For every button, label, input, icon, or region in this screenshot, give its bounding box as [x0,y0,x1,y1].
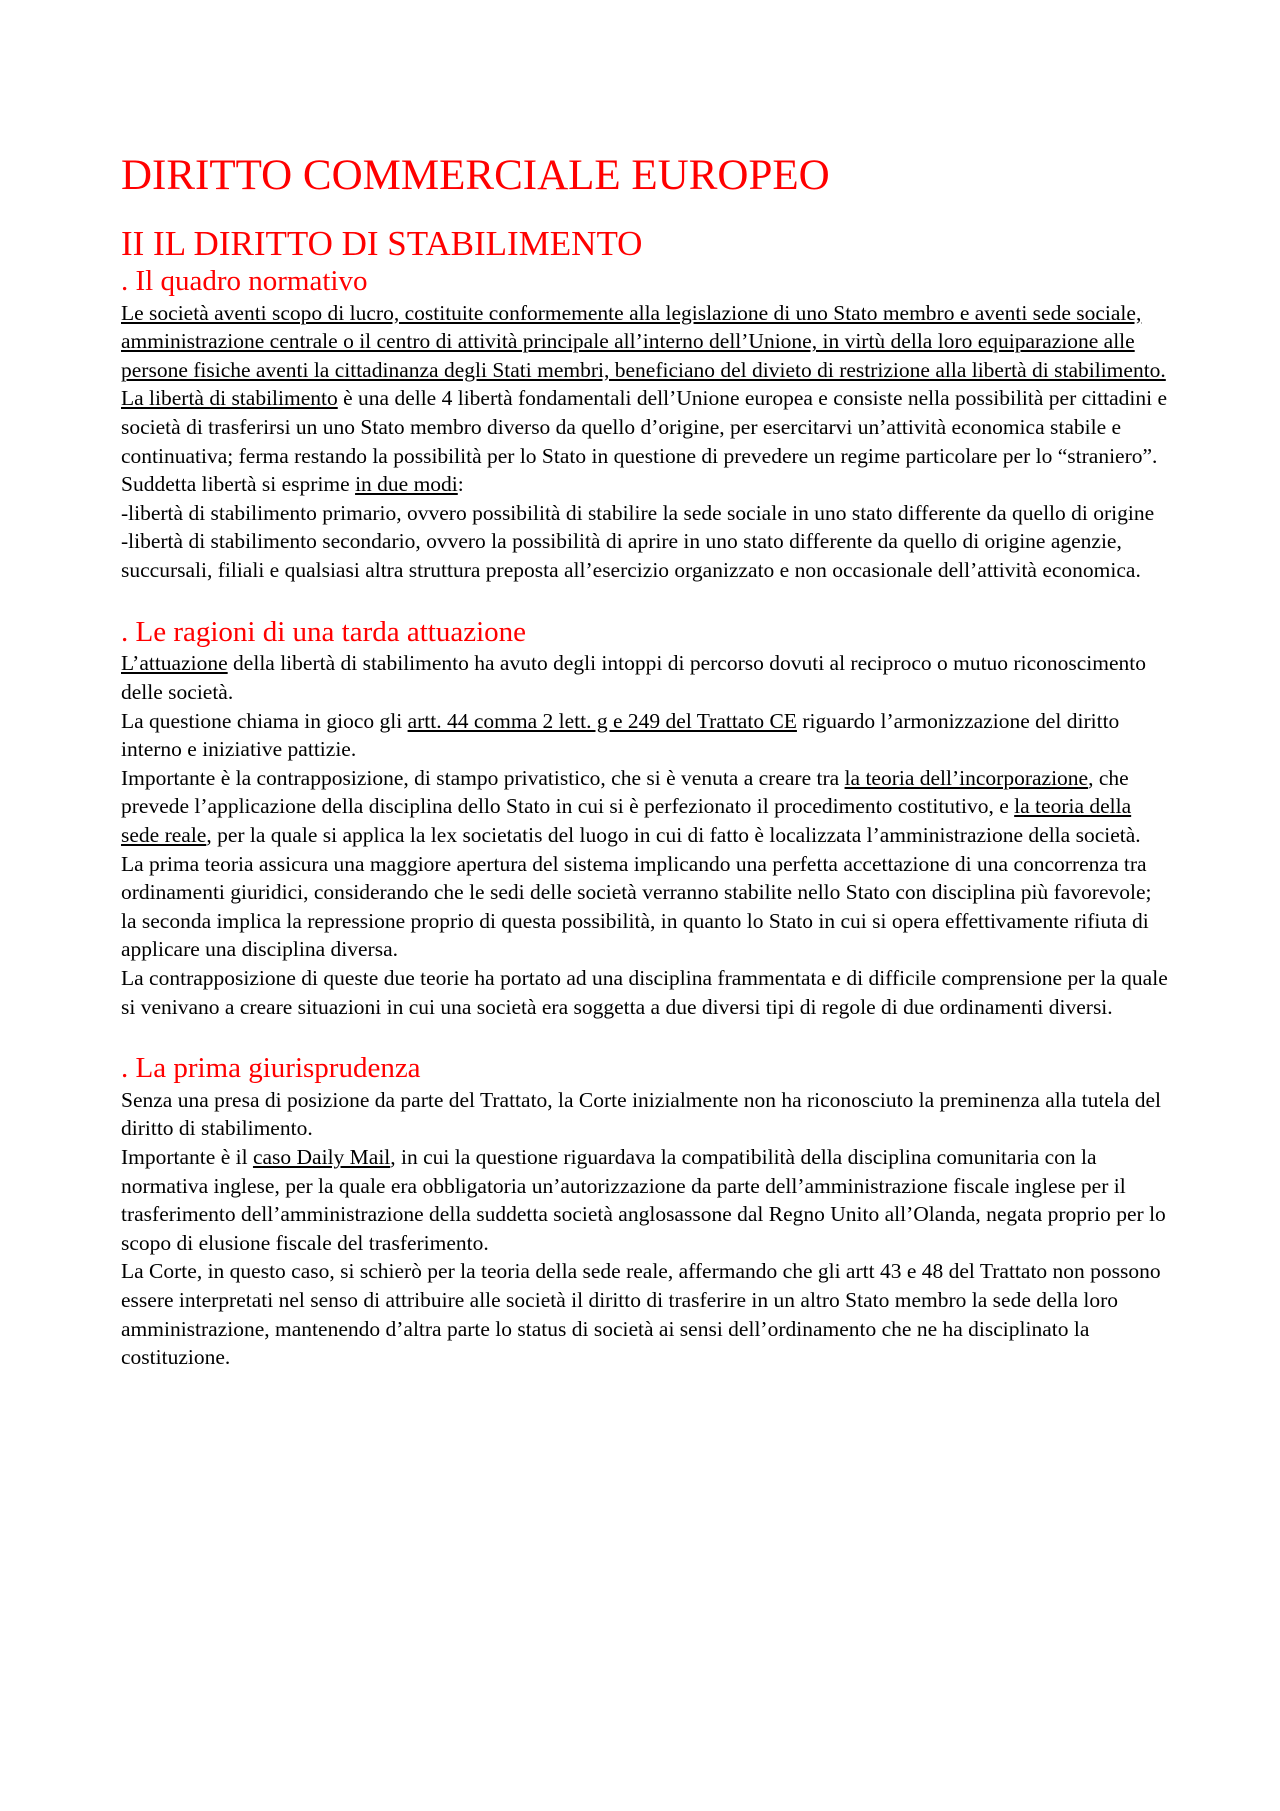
chapter-title: II IL DIRITTO DI STABILIMENTO [121,223,643,263]
paragraph [121,470,1171,499]
document-page [121,150,1171,1372]
paragraph-text: della libertà di stabilimento ha avuto degli intoppi di percorso dovuti al reciproco o mutuo riconoscimento delle società. [121,651,1146,704]
paragraph [121,649,1171,706]
paragraph [121,299,1171,385]
paragraph-text: Importante è la contrapposizione, di stampo privatistico, che si è venuta a creare tra [121,765,845,790]
underlined-text: in due modi [355,472,458,497]
underlined-text: caso Daily Mail [252,1145,391,1170]
paragraph-text: La questione chiama in gioco gli [121,708,408,733]
section-title-tarda-attuazione: . Le ragioni di una tarda attuazione [121,615,527,648]
underlined-text: Le società aventi scopo di lucro, costituite conformemente alla legislazione di uno Stato membro e aventi sede sociale, amministrazione centrale o il centro di attività principale all’interno dell’Unione, in virtù della loro equiparazione alle persone fisiche aventi la cittadinanza degli Stati membri, beneficiano del divieto di restrizione alla libertà di stabilimento. [121,300,1166,382]
paragraph-text: Importante è il [121,1145,253,1170]
document-title: DIRITTO COMMERCIALE EUROPEO [121,152,830,199]
paragraph: Senza una presa di posizione da parte del Trattato, la Corte inizialmente non ha riconosciuto la preminenza alla tutela del diritto di stabilimento. [121,1087,1162,1141]
underlined-text: la teoria dell’incorporazione [844,765,1089,790]
underlined-text: L’attuazione [121,651,228,676]
paragraph-text: Suddetta libertà si esprime [121,472,356,497]
paragraph: La Corte, in questo caso, si schierò per la teoria della sede reale, affermando che gli artt 43 e 48 del Trattato non possono essere interpretati nel senso di attribuire alle società il diritto di trasferire in un altro Stato membro la sede della loro amministrazione, mantenendo d’altra parte lo status di società ai sensi dell’ordinamento che ne ha disciplinato la costituzione. [121,1259,1161,1370]
paragraph [121,764,1171,850]
paragraph-text: , che prevede l’applicazione della disciplina dello Stato in cui si è perfezionato il procedimento costitutivo, e [121,765,1129,819]
paragraph-text: , in cui la questione riguardava la compatibilità della disciplina comunitaria con la normativa inglese, per la quale era obbligatoria un’autorizzazione da parte dell’amministrazione fiscale inglese per il trasferimento dell’amministrazione della suddetta società anglosassone dal Regno Unito all’Olanda, negata proprio per lo scopo di elusione fiscale del trasferimento. [121,1145,1166,1255]
section-title-prima-giurisprudenza: . La prima giurisprudenza [121,1052,421,1085]
paragraph-text: è una delle 4 libertà fondamentali dell’Unione europea e consiste nella possibilità per cittadini e società di trasferirsi un uno Stato membro diverso da quello d’origine, per esercitarvi un’attività economica stabile e continuativa; ferma restando la possibilità per lo Stato in questione di prevedere un regime particolare per lo “straniero”. [121,386,1167,468]
list-item: -libertà di stabilimento secondario, ovvero la possibilità di aprire in uno stato differente da quello di origine agenzie, succursali, filiali e qualsiasi altra struttura preposta all’esercizio organizzato e non occasionale dell’attività economica. [121,529,1141,582]
paragraph: La contrapposizione di queste due teorie ha portato ad una disciplina frammentata e di difficile comprensione per la quale si venivano a creare situazioni in cui una società era soggetta a due diversi tipi di regole di due ordinamenti diversi. [121,965,1168,1019]
underlined-text: artt. 44 comma 2 lett. g e 249 del Trattato CE [407,708,797,733]
paragraph [121,707,1171,764]
paragraph: La prima teoria assicura una maggiore apertura del sistema implicando una perfetta accettazione di una concorrenza tra ordinamenti giuridici, considerando che le sedi delle società verranno stabilite nello Stato con disciplina più favorevole; la seconda implica la repressione proprio di questa possibilità, in quanto lo Stato in cui si opera effettivamente rifiuta di applicare una disciplina diversa. [121,851,1152,962]
list-item: -libertà di stabilimento primario, ovvero possibilità di stabilire la sede sociale in uno stato differente da quello di origine [121,500,1155,525]
underlined-text: la teoria della sede reale [121,794,1132,847]
paragraph-text: : [457,472,464,497]
paragraph [121,1143,1171,1257]
section-title-quadro-normativo: . Il quadro normativo [121,264,368,297]
paragraph [121,384,1171,470]
paragraph-text: riguardo l’armonizzazione del diritto interno e iniziative pattizie. [121,708,1120,762]
paragraph-text: , per la quale si applica la lex societatis del luogo in cui di fatto è localizzata l’amministrazione della società. [206,822,1141,847]
underlined-text: La libertà di stabilimento [121,386,338,411]
